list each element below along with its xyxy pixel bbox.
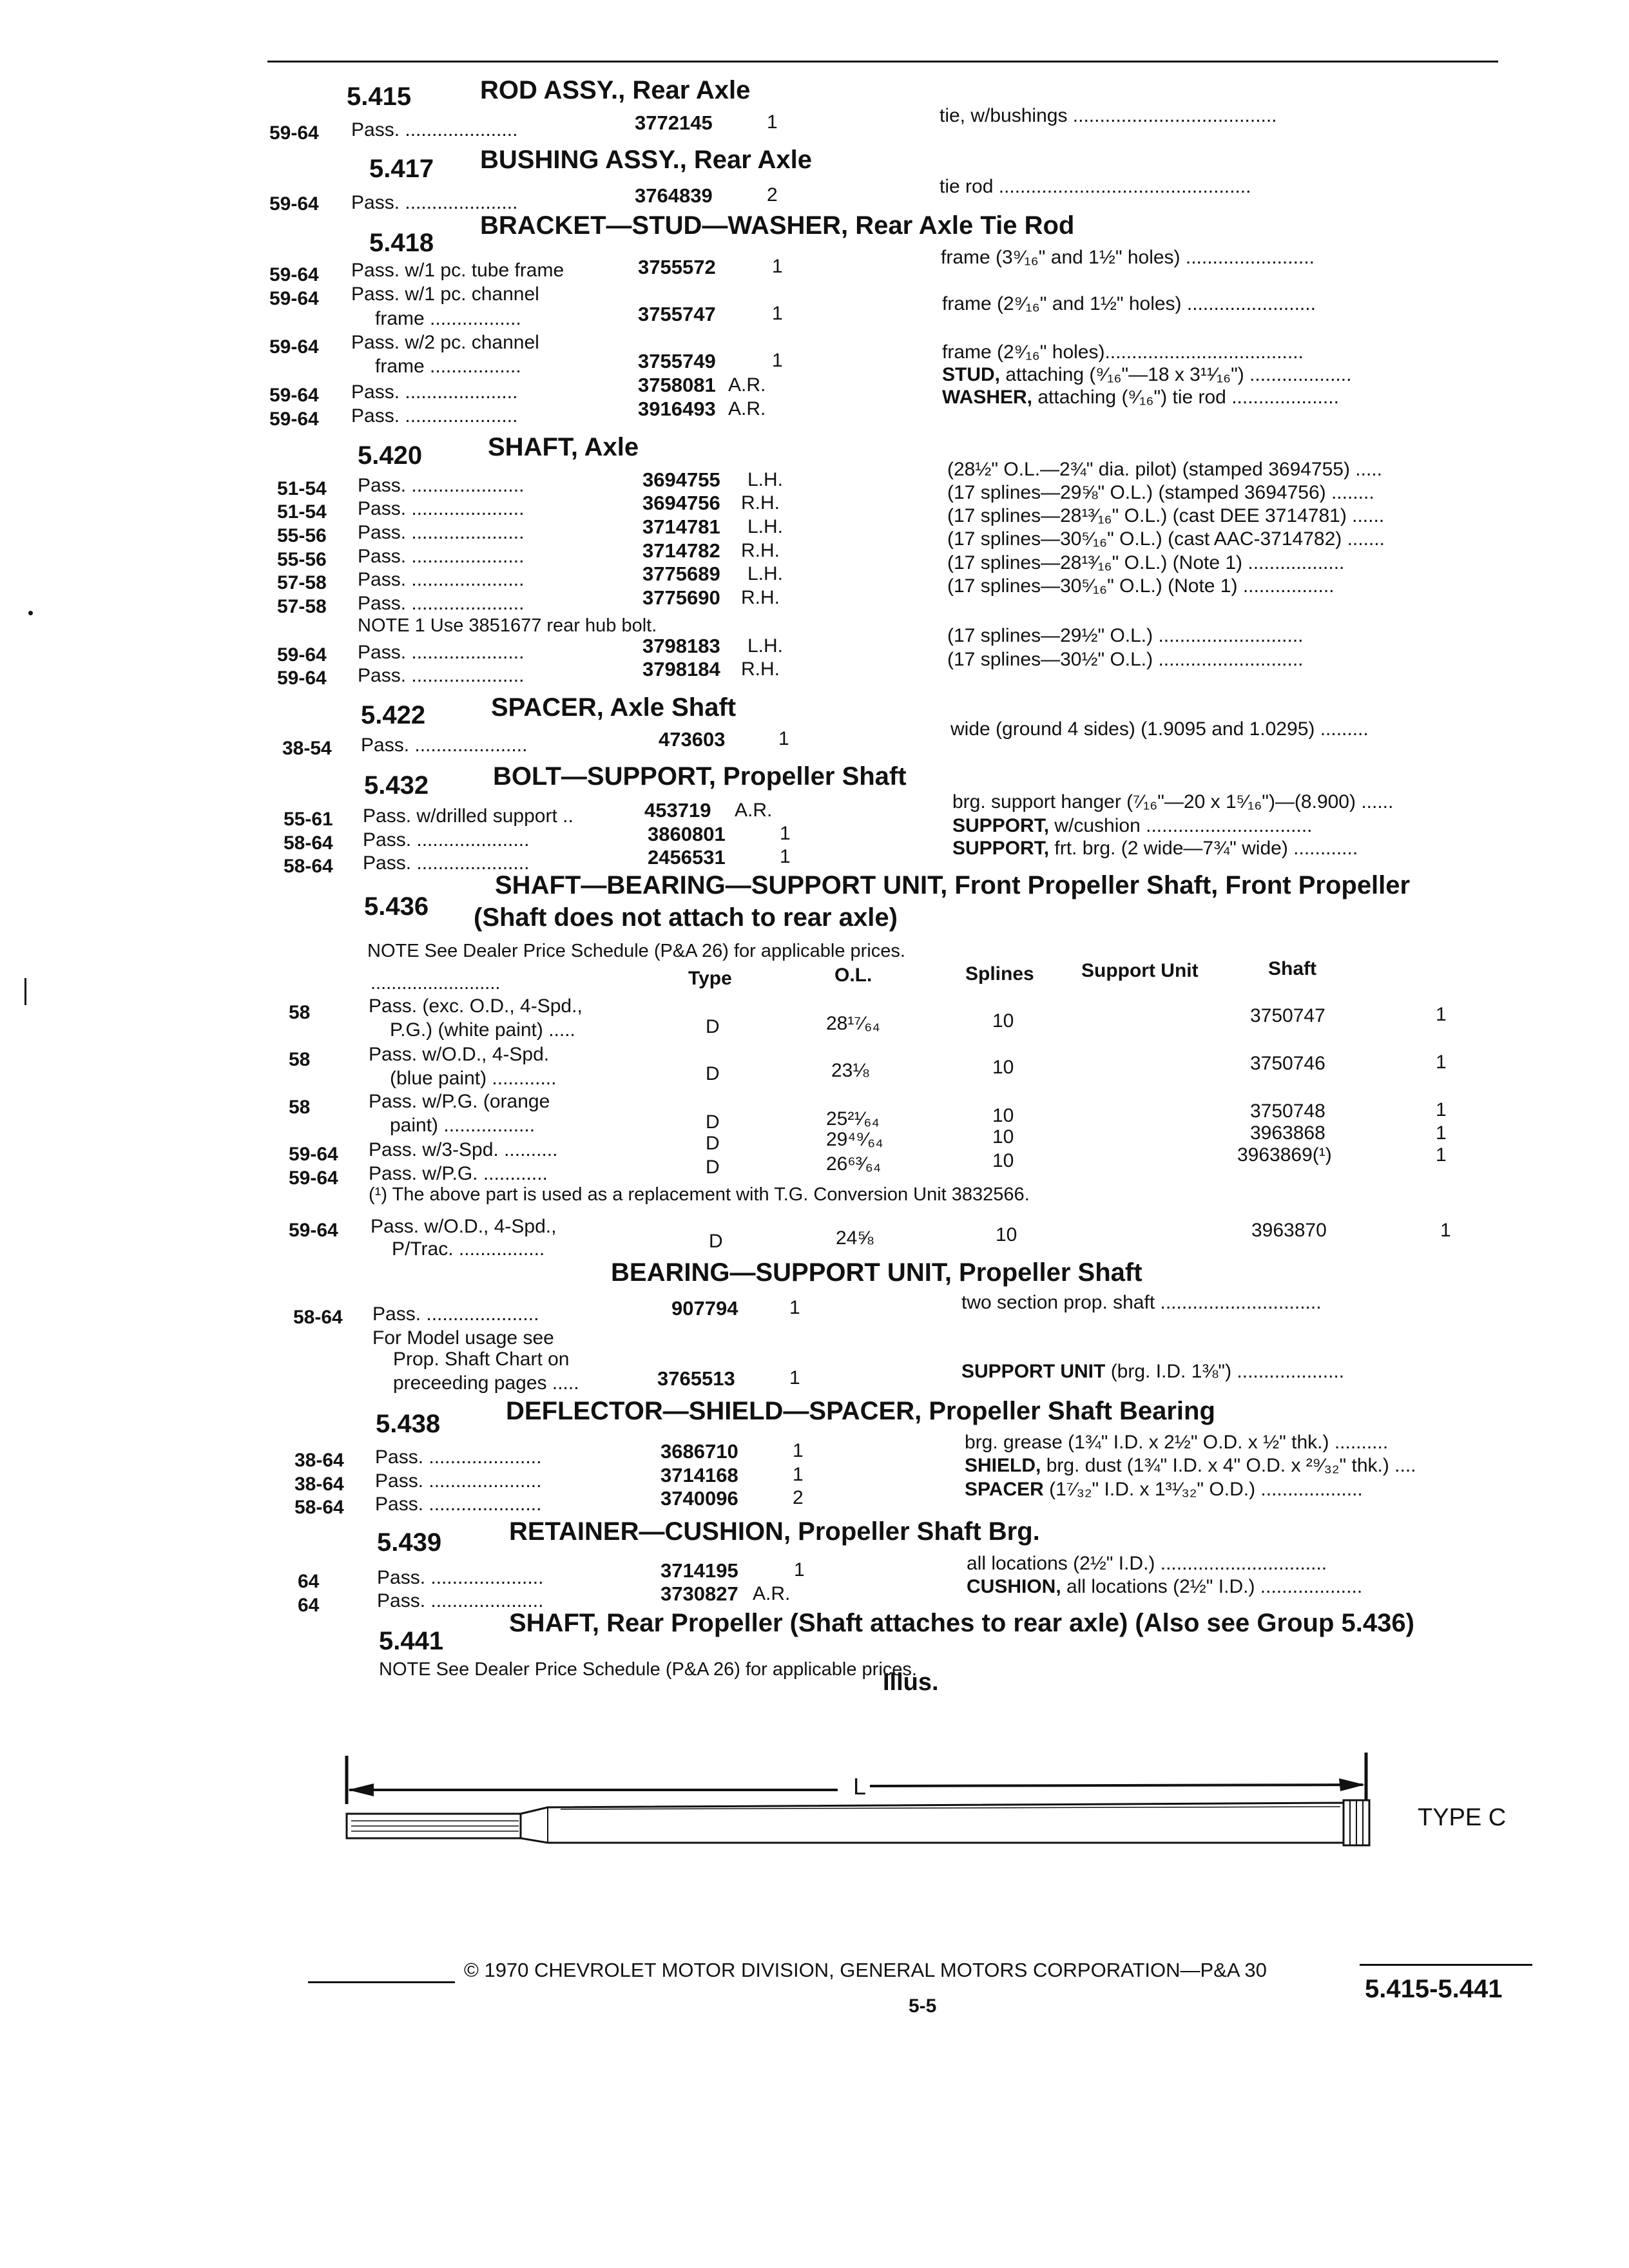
quantity: 1 [1436,1144,1447,1166]
splines-value: 10 [992,1057,1014,1078]
row-application: Pass. ..................... [358,498,525,519]
top-rule [267,61,1498,62]
row-years: 59-64 [269,122,319,144]
description [952,815,1313,837]
row-years: 58 [289,1002,311,1023]
shaft-part-number: 3750748 [1250,1100,1325,1122]
description-text: (1⁷⁄₃₂" I.D. x 1³¹⁄₃₂" O.D.) ................... [1043,1479,1363,1500]
section-number: 5.441 [379,1627,444,1655]
column-header-support-unit: Support Unit [1081,960,1199,981]
type-value: D [706,1111,720,1133]
row-years: 55-56 [277,549,327,570]
row-application: Pass. w/2 pc. channel [351,332,539,353]
description-text: attaching (⁹⁄₁₆"—18 x 3¹¹⁄₁₆") ................... [1000,364,1352,385]
section-title: ROD ASSY., Rear Axle [480,76,751,104]
description: tie, w/bushings ...................................... [940,105,1277,126]
splines-value: 10 [992,1150,1014,1171]
part-number: 3714782 [642,539,720,562]
section-title: SHAFT, Axle [488,433,639,461]
section-title: DEFLECTOR—SHIELD—SPACER, Propeller Shaft Bearing [506,1397,1215,1425]
note: NOTE 1 Use 3851677 rear hub bolt. [358,615,657,636]
row-years: 59-64 [289,1144,338,1165]
part-number: 3798184 [642,658,720,680]
description [967,1576,1362,1598]
row-years: 58-64 [284,832,333,854]
row-application: Pass. w/O.D., 4-Spd., [371,1216,557,1237]
row-application: Pass. ..................... [375,1470,542,1492]
section-number: 5.422 [361,701,426,729]
row-application: Pass. ..................... [358,569,525,590]
type-value: D [709,1231,723,1252]
row-years: 58 [289,1097,311,1118]
row-application-cont: P.G.) (white paint) ..... [390,1019,575,1041]
row-application: Pass. ..................... [363,852,530,874]
column-header-shaft: Shaft [1268,958,1316,979]
row-years: 55-56 [277,525,327,546]
row-application: Pass. w/drilled support .. [363,805,574,827]
description-text: (brg. I.D. 1⅜") .................... [1105,1361,1345,1382]
section-number: 5.432 [364,771,429,800]
quantity: 1 [789,1367,800,1389]
quantity: R.H. [741,658,780,680]
footer-rule-left [308,1981,455,1983]
row-application: Pass. ..................... [375,1494,542,1515]
row-years: 58 [289,1049,311,1070]
row-application-cont: frame ................. [375,356,521,377]
quantity: 1 [1440,1220,1451,1241]
description [942,364,1351,386]
shaft-part-number: 3963868 [1250,1122,1325,1144]
row-years: 64 [298,1595,320,1616]
row-application: Pass. ..................... [351,192,518,213]
part-number: 3758081 [638,374,716,396]
section-title-cont: (Shaft does not attach to rear axle) [474,903,898,932]
scan-mark [28,611,33,615]
row-application-cont: frame ................. [375,308,521,329]
row-application: Pass. w/O.D., 4-Spd. [369,1044,550,1065]
description: (17 splines—29½" O.L.) ........................... [947,625,1304,646]
row-application-cont: paint) ................. [390,1115,535,1136]
splines-value: 10 [992,1105,1014,1126]
shaft-part-number: 3963870 [1251,1220,1327,1241]
description-keyword: SUPPORT, [952,815,1050,836]
quantity: 1 [1436,1122,1447,1144]
row-application: Pass. w/1 pc. tube frame [351,260,564,281]
description: frame (2⁹⁄₁₆" and 1½" holes) ........................ [942,293,1316,314]
note: NOTE See Dealer Price Schedule (P&A 26) for applicable prices. [367,941,905,961]
part-number: 3860801 [648,823,726,845]
description [965,1479,1363,1501]
row-years: 58-64 [284,856,333,877]
row-application: Pass. w/1 pc. channel [351,284,539,305]
row-years: 57-58 [277,572,327,593]
description-text: all locations (2½" I.D.) ................... [1061,1576,1363,1597]
section-number: 5.418 [369,229,434,257]
column-header-ol: O.L. [834,965,872,986]
description-keyword: WASHER, [942,387,1033,408]
usage-note-line: preceeding pages ..... [393,1372,579,1394]
part-number: 3740096 [660,1487,738,1510]
quantity: 1 [1436,1004,1447,1025]
row-years: 55-61 [284,809,333,830]
description: brg. support hanger (⁷⁄₁₆"—20 x 1⁵⁄₁₆")—(8.900) ...... [952,791,1394,812]
ol-value: 25²¹⁄₆₄ [826,1108,880,1129]
section-number: 5.439 [377,1528,442,1557]
part-number: 2456531 [648,846,726,869]
type-value: D [706,1063,720,1084]
part-number: 3798183 [642,635,720,657]
splines-value: 10 [992,1010,1014,1032]
row-application: Pass. ..................... [351,119,518,140]
quantity: 1 [772,303,783,324]
row-application: Pass. ..................... [358,522,525,543]
description: (17 splines—30½" O.L.) ........................... [947,649,1304,670]
row-years: 51-54 [277,501,327,523]
note: NOTE See Dealer Price Schedule (P&A 26) for applicable prices. [379,1659,917,1680]
row-years: 64 [298,1571,320,1592]
row-application: Pass. ..................... [358,475,525,496]
table-header-dots: ......................... [371,973,501,994]
part-number: 3755747 [638,303,716,325]
section-title: SHAFT, Rear Propeller (Shaft attaches to rear axle) (Also see Group 5.436) [509,1609,1414,1637]
splines-value: 10 [992,1126,1014,1148]
part-number: 3775689 [642,562,720,585]
description: (17 splines—30⁵⁄₁₆" O.L.) (Note 1) ................. [947,575,1335,597]
quantity: L.H. [747,469,784,490]
scan-mark [24,978,26,1005]
description-text: frt. brg. (2 wide—7¾" wide) ............ [1049,838,1358,859]
part-number: 3775690 [642,586,720,609]
section-title: RETAINER—CUSHION, Propeller Shaft Brg. [509,1517,1040,1546]
description-keyword: STUD, [942,364,1000,385]
column-header-splines: Splines [965,963,1034,985]
row-years: 59-64 [269,336,319,358]
quantity: A.R. [753,1583,791,1604]
shaft-part-number: 3963869(¹) [1237,1144,1332,1166]
description: (17 splines—28¹³⁄₁₆" O.L.) (Note 1) .................. [947,552,1345,573]
quantity: 1 [789,1297,800,1318]
quantity: A.R. [728,398,766,419]
part-number: 3755572 [638,256,716,278]
row-years: 58-64 [294,1497,344,1518]
row-years: 59-64 [277,644,327,666]
description: wide (ground 4 sides) (1.9095 and 1.0295) ......... [950,718,1369,740]
row-application: Pass. ..................... [377,1567,544,1588]
part-number: 3772145 [635,111,713,134]
row-application: Pass. ..................... [363,829,530,850]
description-keyword: SPACER [965,1479,1044,1500]
row-application: Pass. ..................... [372,1303,539,1325]
quantity: L.H. [747,635,784,657]
part-number: 3686710 [660,1440,738,1463]
description [952,838,1358,860]
row-application: Pass. w/P.G. (orange [369,1091,550,1112]
description-text: attaching (⁹⁄₁₆") tie rod .................... [1032,387,1339,408]
description: brg. grease (1¾" I.D. x 2½" O.D. x ½" thk.) .......... [965,1432,1389,1453]
row-years: 59-64 [269,408,319,430]
description: two section prop. shaft .............................. [961,1292,1322,1313]
row-years: 59-64 [269,288,319,309]
quantity: 2 [793,1487,804,1508]
row-application: Pass. ..................... [358,642,525,663]
part-number: 3730827 [660,1582,738,1605]
quantity: 1 [1436,1052,1447,1073]
copyright-text: © 1970 CHEVROLET MOTOR DIVISION, GENERAL MOTORS CORPORATION—P&A 30 [464,1959,1267,1981]
part-number: 3694756 [642,492,720,514]
shaft-part-number: 3750746 [1250,1053,1325,1074]
row-application: Pass. ..................... [358,665,525,686]
part-number: 3764839 [635,184,713,207]
description: (17 splines—29⅝" O.L.) (stamped 3694756) ........ [947,482,1374,503]
splines-value: 10 [996,1224,1017,1245]
quantity: R.H. [741,587,780,608]
type-value: D [706,1016,720,1037]
part-number: 3916493 [638,398,716,420]
description-keyword: SUPPORT UNIT [961,1361,1106,1382]
row-years: 59-64 [269,264,319,285]
dimension-label: L [849,1773,870,1800]
quantity: L.H. [747,563,784,584]
quantity: 2 [767,184,778,206]
row-application: Pass. ..................... [375,1446,542,1468]
row-application-cont: P/Trac. ................ [392,1238,545,1260]
quantity: 1 [1436,1099,1447,1120]
quantity: 1 [794,1559,805,1581]
description-keyword: CUSHION, [967,1576,1061,1597]
quantity: 1 [772,256,783,277]
row-years: 59-64 [289,1168,338,1189]
row-application: Pass. ..................... [351,381,518,403]
row-application: Pass. ..................... [351,405,518,427]
quantity: 1 [778,728,789,749]
propeller-shaft-illustration [335,1753,1379,1856]
part-number: 907794 [671,1297,738,1320]
page-range: 5.415-5.441 [1365,1975,1503,2003]
section-number: 5.438 [376,1410,441,1438]
type-value: D [706,1133,720,1154]
part-number: 3714195 [660,1559,738,1582]
description: (17 splines—28¹³⁄₁₆" O.L.) (cast DEE 3714781) ...... [947,505,1385,526]
section-title: SPACER, Axle Shaft [491,693,737,722]
row-years: 57-58 [277,596,327,617]
row-application: Pass. w/P.G. ............ [369,1163,548,1184]
row-years: 59-64 [269,385,319,406]
part-number: 3714168 [660,1464,738,1486]
usage-note-line: For Model usage see [372,1327,554,1349]
type-label: TYPE C [1418,1804,1507,1831]
part-number: 3694755 [642,468,720,491]
description [965,1455,1416,1477]
usage-note-line: Prop. Shaft Chart on [393,1349,570,1370]
part-number: 3765513 [657,1367,735,1390]
row-years: 59-64 [289,1220,338,1241]
shaft-part-number: 3750747 [1250,1005,1325,1026]
description-text: w/cushion ............................... [1049,815,1313,836]
page-number: 5-5 [909,1995,937,2017]
quantity: 1 [767,111,778,133]
part-number: 3755749 [638,350,716,372]
quantity: 1 [793,1440,804,1461]
row-years: 38-64 [294,1450,344,1471]
section-title: SHAFT—BEARING—SUPPORT UNIT, Front Propeller Shaft, Front Propeller [495,871,1411,899]
description [942,387,1339,408]
ol-value: 23⅛ [831,1060,869,1081]
section-title: BEARING—SUPPORT UNIT, Propeller Shaft [611,1258,1142,1287]
row-application: Pass. ..................... [358,546,525,567]
part-number: 473603 [659,728,726,751]
row-application: Pass. ..................... [361,735,528,756]
row-years: 58-64 [293,1307,343,1328]
row-application: Pass. (exc. O.D., 4-Spd., [369,995,583,1017]
type-value: D [706,1157,720,1178]
section-title: BUSHING ASSY., Rear Axle [480,146,812,174]
quantity: 1 [780,846,791,867]
footnote: (¹) The above part is used as a replacement with T.G. Conversion Unit 3832566. [369,1184,1030,1205]
part-number: 3714781 [642,515,720,538]
description: all locations (2½" I.D.) ............................... [967,1553,1327,1574]
section-number: 5.436 [364,892,429,921]
row-application: Pass. ..................... [377,1590,544,1611]
description: frame (3⁹⁄₁₆" and 1½" holes) ........................ [941,247,1315,268]
ol-value: 24⅝ [836,1227,874,1249]
description [961,1361,1344,1383]
ol-value: 28¹⁷⁄₆₄ [826,1013,880,1034]
quantity: A.R. [735,800,773,821]
description: tie rod ............................................... [940,176,1251,197]
part-number: 453719 [644,799,711,822]
quantity: L.H. [747,516,784,537]
section-title: BOLT—SUPPORT, Propeller Shaft [493,762,907,791]
row-application: Pass. w/3-Spd. .......... [369,1139,558,1160]
quantity: 1 [793,1464,804,1485]
section-title: BRACKET—STUD—WASHER, Rear Axle Tie Rod [480,211,1075,240]
column-header-type: Type [688,968,732,989]
description-keyword: SUPPORT, [952,838,1050,859]
description-text: brg. dust (1¾" I.D. x 4" O.D. x ²⁹⁄₃₂" thk.) .... [1041,1455,1416,1476]
row-years: 51-54 [277,478,327,499]
quantity: 1 [780,823,791,844]
quantity: R.H. [741,540,780,561]
footer-rule-right [1360,1964,1532,1966]
ol-value: 29⁴⁹⁄₆₄ [826,1129,883,1150]
quantity: R.H. [741,492,780,514]
row-years: 38-64 [294,1474,344,1495]
description: (17 splines—30⁵⁄₁₆" O.L.) (cast AAC-3714782) ....... [947,528,1385,550]
section-number: 5.417 [369,155,434,183]
ol-value: 26⁶³⁄₆₄ [826,1153,882,1175]
description: (28½" O.L.—2¾" dia. pilot) (stamped 3694755) ..... [947,459,1382,480]
row-application: Pass. ..................... [358,593,525,614]
description-keyword: SHIELD, [965,1455,1041,1476]
row-years: 59-64 [277,668,327,689]
quantity: A.R. [728,374,766,396]
row-years: 38-54 [282,738,332,759]
description: frame (2⁹⁄₁₆" holes)..................................... [942,341,1304,363]
row-application-cont: (blue paint) ............ [390,1068,557,1089]
row-years: 59-64 [269,193,319,215]
illustration-label: Illus. [883,1669,939,1696]
quantity: 1 [772,350,783,371]
section-number: 5.415 [347,82,412,111]
section-number: 5.420 [358,441,423,470]
